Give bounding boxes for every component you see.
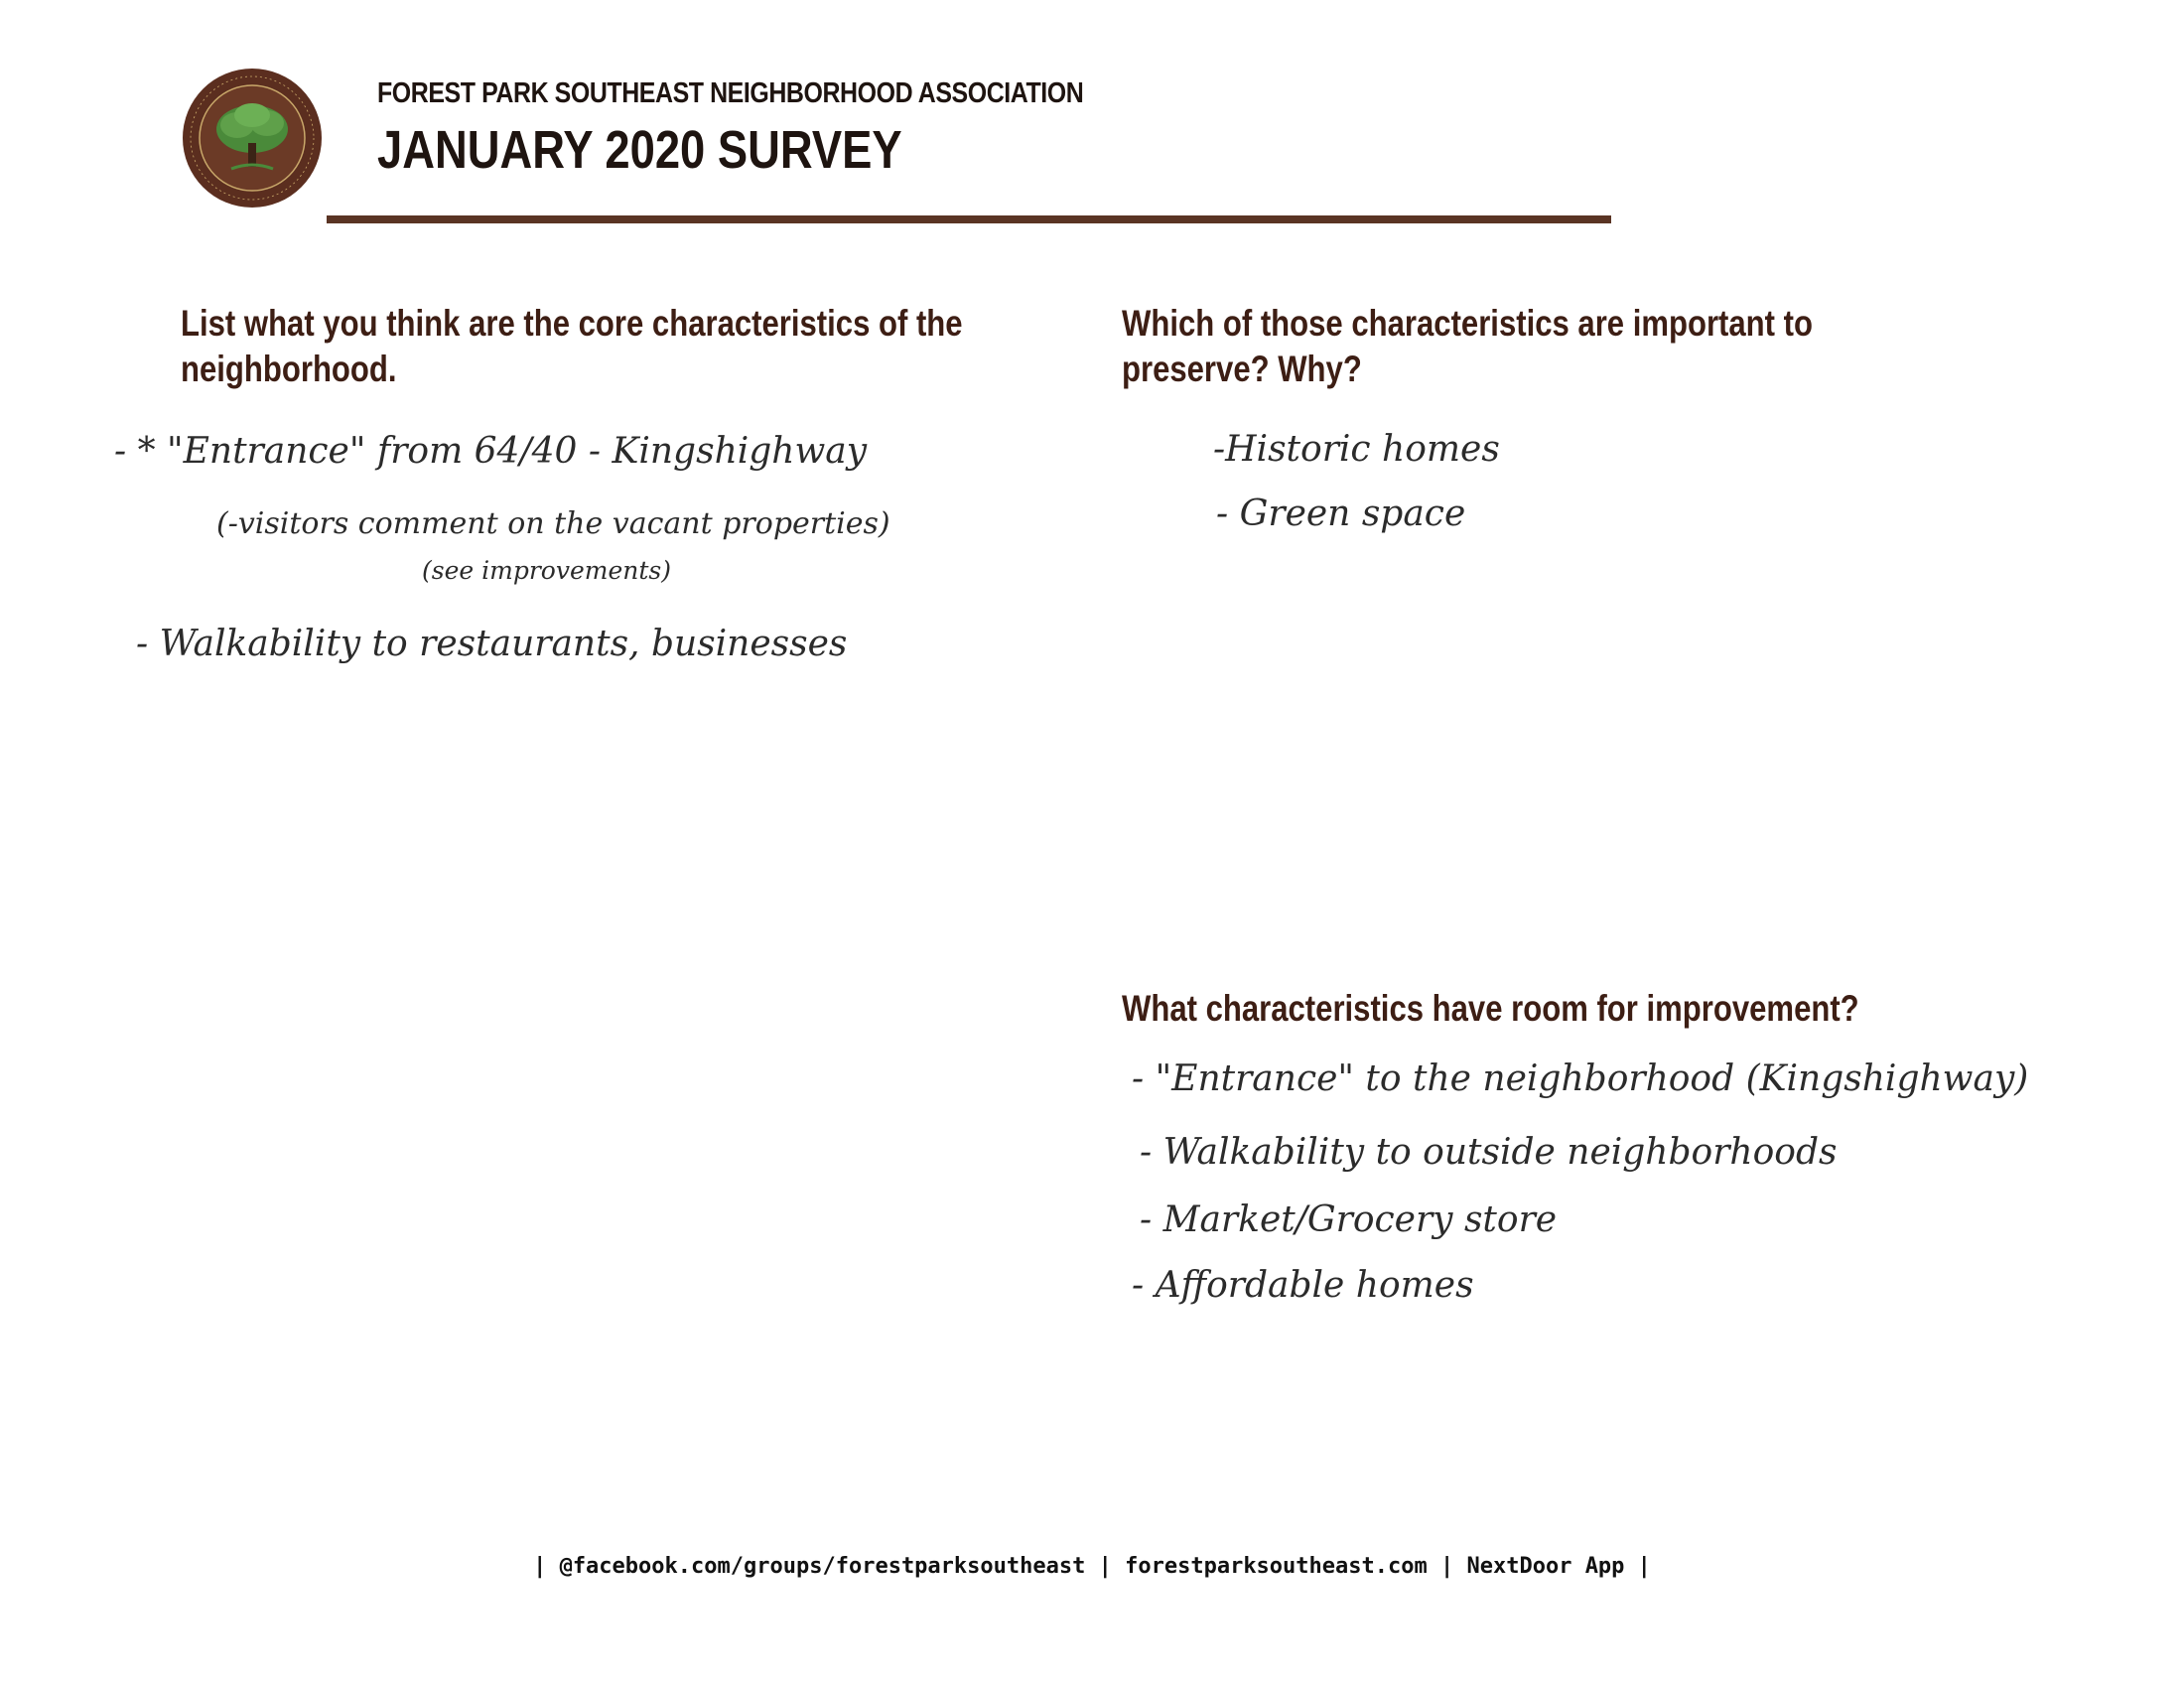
organization-name: FOREST PARK SOUTHEAST NEIGHBORHOOD ASSOCIATION — [377, 77, 1084, 109]
answer-improve-4: - Affordable homes — [1132, 1265, 1474, 1306]
answer-preserve-1: -Historic homes — [1213, 429, 1500, 470]
question-preserve: Which of those characteristics are important to preserve? Why? — [1122, 303, 1813, 389]
question-improvement: What characteristics have room for improvement? — [1122, 988, 1859, 1029]
answer-preserve-2: - Green space — [1216, 493, 1466, 534]
question-core-characteristics: List what you think are the core characteristics of the neighborhood. — [181, 303, 963, 389]
header-divider — [327, 215, 1611, 223]
answer-core-1-note: (-visitors comment on the vacant properties) — [216, 506, 890, 541]
answer-improve-1: - "Entrance" to the neighborhood (Kingshighway) — [1132, 1058, 2029, 1099]
footer-links: | @facebook.com/groups/forestparksoutheast | forestparksoutheast.com | NextDoor App | — [533, 1554, 1651, 1579]
answer-core-2: - Walkability to restaurants, businesses — [136, 624, 848, 664]
answer-core-1: - * "Entrance" from 64/40 - Kingshighway — [114, 431, 868, 472]
association-logo — [182, 68, 323, 209]
answer-improve-2: - Walkability to outside neighborhoods — [1140, 1132, 1838, 1173]
survey-title: JANUARY 2020 SURVEY — [377, 120, 902, 180]
answer-core-1-note-ref: (see improvements) — [422, 556, 671, 585]
answer-improve-3: - Market/Grocery store — [1140, 1199, 1558, 1240]
